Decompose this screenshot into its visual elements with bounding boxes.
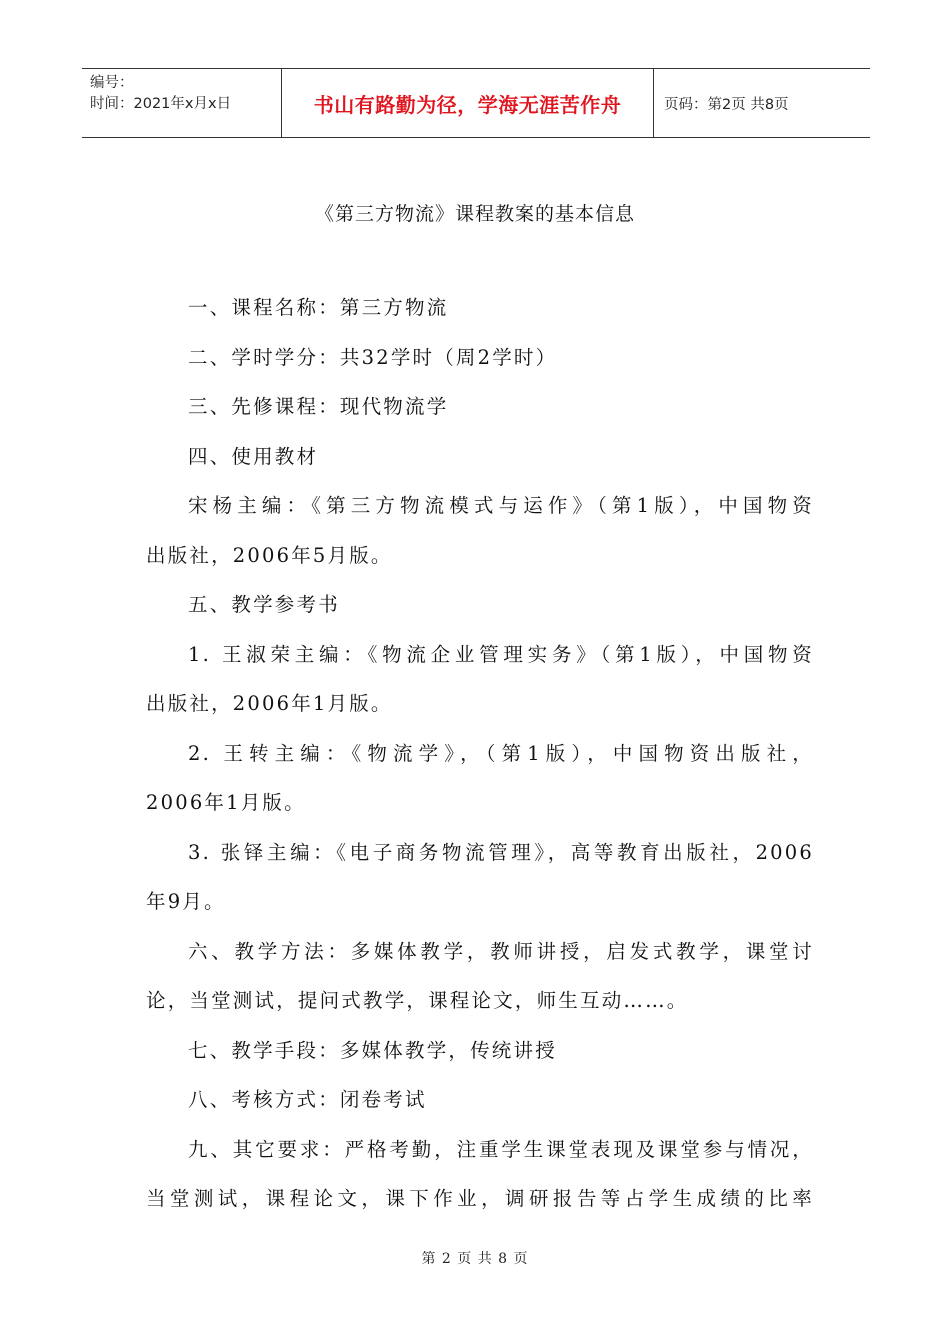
paragraph-line: 七、教学手段：多媒体教学，传统讲授 xyxy=(188,1038,557,1062)
paragraph-line: 九、其它要求：严格考勤，注重学生课堂表现及课堂参与情况， xyxy=(188,1137,814,1161)
paragraph-line: 一、课程名称：第三方物流 xyxy=(188,296,449,319)
paragraph-line: 出版社，2006年1月版。 xyxy=(146,692,393,715)
paragraph-line: 六、教学方法：多媒体教学，教师讲授，启发式教学，课堂讨 xyxy=(188,939,814,963)
paragraph-line: 当堂测试，课程论文，课下作业，调研报告等占学生成绩的比率 xyxy=(146,1187,814,1210)
paragraph-line: 八、考核方式：闭卷考试 xyxy=(188,1088,427,1111)
header-meta xyxy=(82,69,282,137)
paragraph-line: 年9月。 xyxy=(146,890,226,913)
paragraph-line: 三、先修课程：现代物流学 xyxy=(188,395,449,418)
paragraph-line: 五、教学参考书 xyxy=(188,593,340,616)
paragraph-line: 1. 王淑荣主编：《物流企业管理实务》（第1版），中国物资 xyxy=(188,642,814,666)
document-date: 时间：2021年x月x日 xyxy=(90,96,232,112)
page-footer: 第 2 页 共 8 页 xyxy=(421,1251,529,1267)
page-header xyxy=(82,68,870,138)
paragraph-line: 出版社，2006年5月版。 xyxy=(146,543,393,567)
paragraph-line: 论，当堂测试，提问式教学，课程论文，师生互动……。 xyxy=(146,989,689,1012)
paragraph-line: 四、使用教材 xyxy=(188,444,319,468)
paragraph-line: 二、学时学分：共32学时（周2学时） xyxy=(188,345,558,369)
document-number-label: 编号： xyxy=(90,75,134,91)
paragraph-line: 2. 王转主编：《物流学》，（第1版），中国物资出版社， xyxy=(188,741,814,765)
paragraph-line: 3. 张铎主编：《电子商务物流管理》，高等教育出版社，2006 xyxy=(188,840,814,864)
header-motto: 书山有路勤为径，学海无涯苦作舟 xyxy=(282,69,654,137)
header-page-info: 页码：第2页 共8页 xyxy=(664,96,789,113)
paragraph-line: 2006年1月版。 xyxy=(146,791,306,814)
document-body xyxy=(146,291,814,1232)
paragraph-line: 宋杨主编：《第三方物流模式与运作》（第1版），中国物资 xyxy=(188,494,814,517)
document-title: 《第三方物流》课程教案的基本信息 xyxy=(314,203,635,225)
